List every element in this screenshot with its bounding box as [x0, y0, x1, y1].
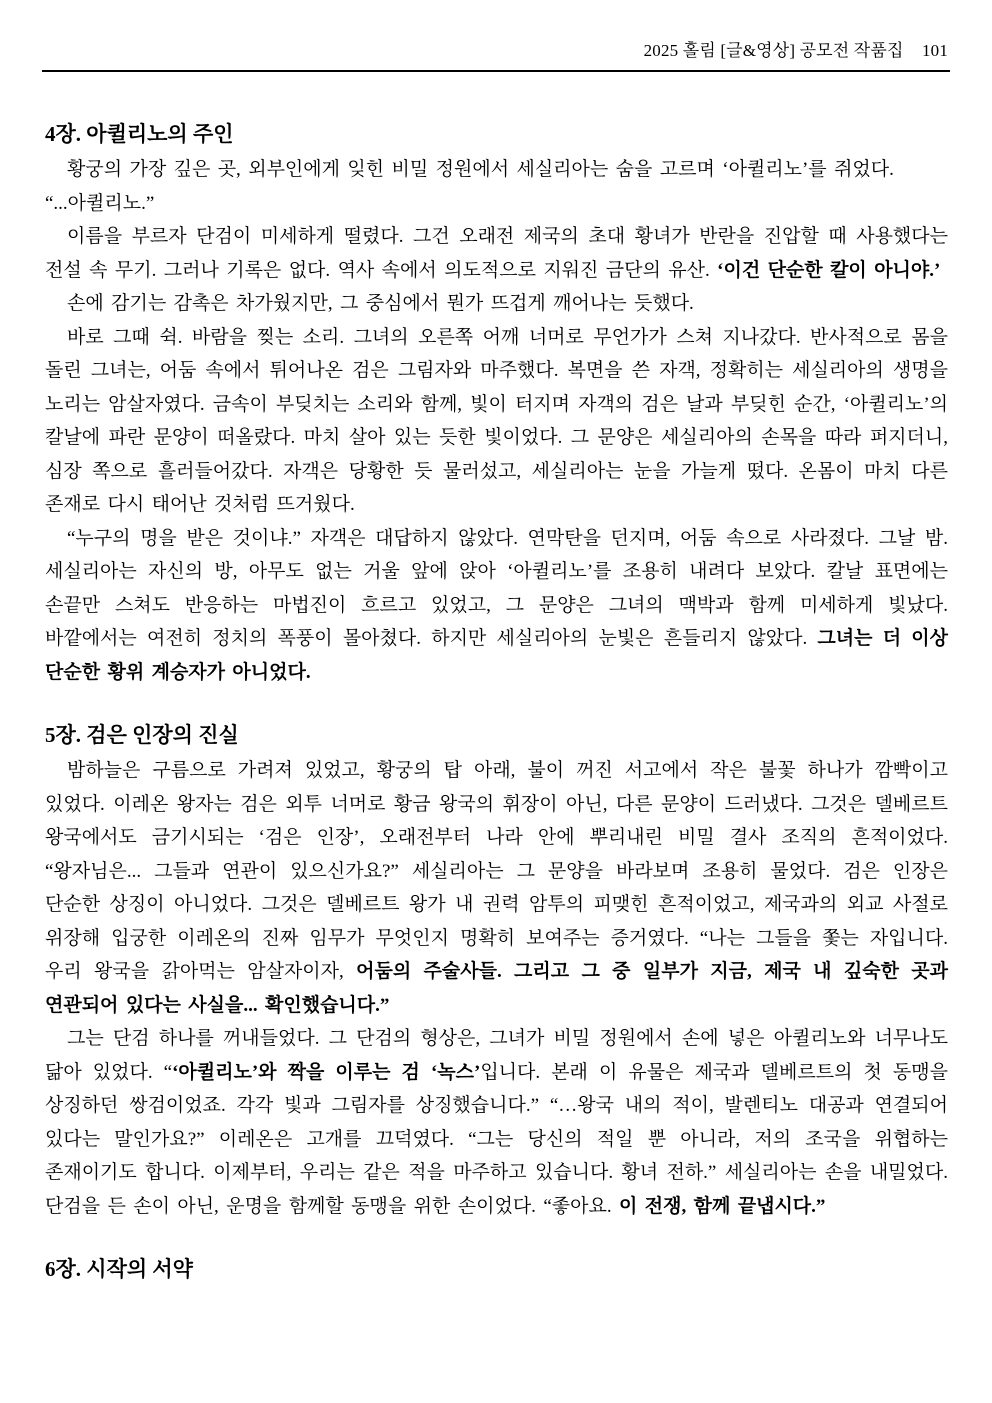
text-run: “...아퀼리노.”: [45, 192, 155, 214]
body-paragraph: [45, 754, 948, 1022]
document-sections: [45, 118, 948, 1286]
emphasis-text-run: 어둠의 주술사들. 그리고 그 중 일부가 지금, 제국 내 깊숙한 곳과 연관되어 있다는 사실을... 확인했습니다.”: [45, 961, 948, 1016]
emphasis-text-run: ‘아퀼리노’와 짝을 이루는 검 ‘녹스’: [172, 1061, 481, 1083]
text-run: 입니다. 본래 이 유물은 제국과 델베르트의 첫 동맹을 상징하던 쌍검이었죠. 각각 빛과 그림자를 상징했습니다.” “…왕국 내의 적이, 발렌티노 대공과 연결되어 있다는 말인가요?” 이레온은 고개를 끄덕였다. “그는 당신의 적일 뿐 아니라, 저의 조국을 위협하는 존재이기도 합니다. 이제부터, 우리는 같은 적을 마주하고 있습니다. 황녀 전하.” 세실리아는 손을 내밀었다. 단검을 든 손이 아닌, 운명을 함께할 동맹을 위한 손이었다. “좋아요.: [45, 1061, 948, 1217]
body-paragraph: [45, 1022, 948, 1223]
page-header: [0, 0, 992, 62]
chapter-heading: 5장. 검은 인장의 진실: [45, 723, 239, 747]
emphasis-text-run: 이 전쟁, 함께 끝냅시다.”: [619, 1195, 826, 1217]
text-run: 이름을 부르자 단검이 미세하게 떨렸다. 그건 오래전 제국의 초대 황녀가 반란을 진압할 때 사용했다는 전설 속 무기. 그러나 기록은 없다. 역사 속에서 의도적으로 지워진 금단의 유산.: [45, 226, 948, 281]
text-run: 손에 감기는 감촉은 차가웠지만, 그 중심에서 뭔가 뜨겁게 깨어나는 듯했다.: [67, 293, 694, 314]
text-run: 바로 그때 쉭. 바람을 찢는 소리. 그녀의 오른쪽 어깨 너머로 무언가가 스쳐 지나갔다. 반사적으로 몸을 돌린 그녀는, 어둠 속에서 튀어나온 검은 그림자와 마주했다. 복면을 쓴 자객, 정확히는 세실리아의 생명을 노리는 암살자였다. 금속이 부딪치는 소리와 함께, 빛이 터지며 자객의 검은 날과 부딪힌 순간, ‘아퀼리노’의 칼날에 파란 문양이 떠올랐다. 마치 살아 있는 듯한 빛이었다. 그 문양은 세실리아의 손목을 따라 퍼지더니, 심장 쪽으로 흘러들어갔다. 자객은 당황한 듯 물러섰고, 세실리아는 눈을 가늘게 떴다. 온몸이 마치 다른 존재로 다시 태어난 것처럼 뜨거웠다.: [45, 326, 948, 515]
body-paragraph: [45, 522, 948, 690]
header-divider: [42, 70, 950, 72]
body-paragraph: [45, 321, 948, 522]
chapter-section: [45, 118, 948, 689]
text-run: “누구의 명을 받은 것이냐.” 자객은 대답하지 않았다. 연막탄을 던지며, 어둠 속으로 사라졌다. 그날 밤. 세실리아는 자신의 방, 아무도 없는 거울 앞에 앉아 ‘아퀼리노’를 조용히 내려다 보았다. 칼날 표면에는 손끝만 스쳐도 반응하는 마법진이 흐르고 있었고, 그 문양은 그녀의 맥박과 함께 미세하게 빛났다. 바깥에서는 여전히 정치의 폭풍이 몰아쳤다. 하지만 세실리아의 눈빛은 흔들리지 않았다.: [45, 527, 948, 649]
text-run: 밤하늘은 구름으로 가려져 있었고, 황궁의 탑 아래, 불이 꺼진 서고에서 작은 불꽃 하나가 깜빡이고 있었다. 이레온 왕자는 검은 외투 너머로 황금 왕국의 휘장이 아닌, 다른 문양이 드러냈다. 그것은 델베르트 왕국에서도 금기시되는 ‘검은 인장’, 오래전부터 나라 안에 뿌리내린 비밀 결사 조직의 흔적이었다. “왕자님은... 그들과 연관이 있으신가요?” 세실리아는 그 문양을 바라보며 조용히 물었다. 검은 인장은 단순한 상징이 아니었다. 그것은 델베르트 왕가 내 권력 암투의 피맺힌 흔적이었고, 제국과의 외교 사절로 위장해 입궁한 이레온의 진짜 임무가 무엇인지 명확히 보여주는 증거였다. “나는 그들을 쫓는 자입니다. 우리 왕국을 갉아먹는 암살자이자,: [45, 760, 948, 982]
text-run: 황궁의 가장 깊은 곳, 외부인에게 잊힌 비밀 정원에서 세실리아는 숨을 고르며 ‘아퀼리노’를 쥐었다.: [67, 159, 894, 180]
body-paragraph: [45, 187, 948, 221]
body-paragraph: [45, 153, 948, 187]
body-paragraph: [45, 220, 948, 287]
document-body: [45, 118, 948, 1286]
anthology-title: 2025 홀림 [글&영상] 공모전 작품집: [643, 41, 904, 60]
chapter-section: [45, 1253, 948, 1286]
body-paragraph: [45, 287, 948, 321]
emphasis-text-run: 그녀는 더 이상 단순한 황위 계승자가 아니었다.: [45, 628, 948, 683]
text-run: 그는 단검 하나를 꺼내들었다. 그 단검의 형상은, 그녀가 비밀 정원에서 손에 넣은 아퀼리노와 너무나도 닮아 있었다. “: [45, 1028, 948, 1083]
emphasis-text-run: ‘이건 단순한 칼이 아니야.’: [717, 259, 941, 281]
chapter-heading: 4장. 아퀼리노의 주인: [45, 122, 234, 146]
chapter-heading: 6장. 시작의 서약: [45, 1257, 193, 1281]
page-number: 101: [921, 41, 948, 60]
chapter-section: [45, 719, 948, 1223]
